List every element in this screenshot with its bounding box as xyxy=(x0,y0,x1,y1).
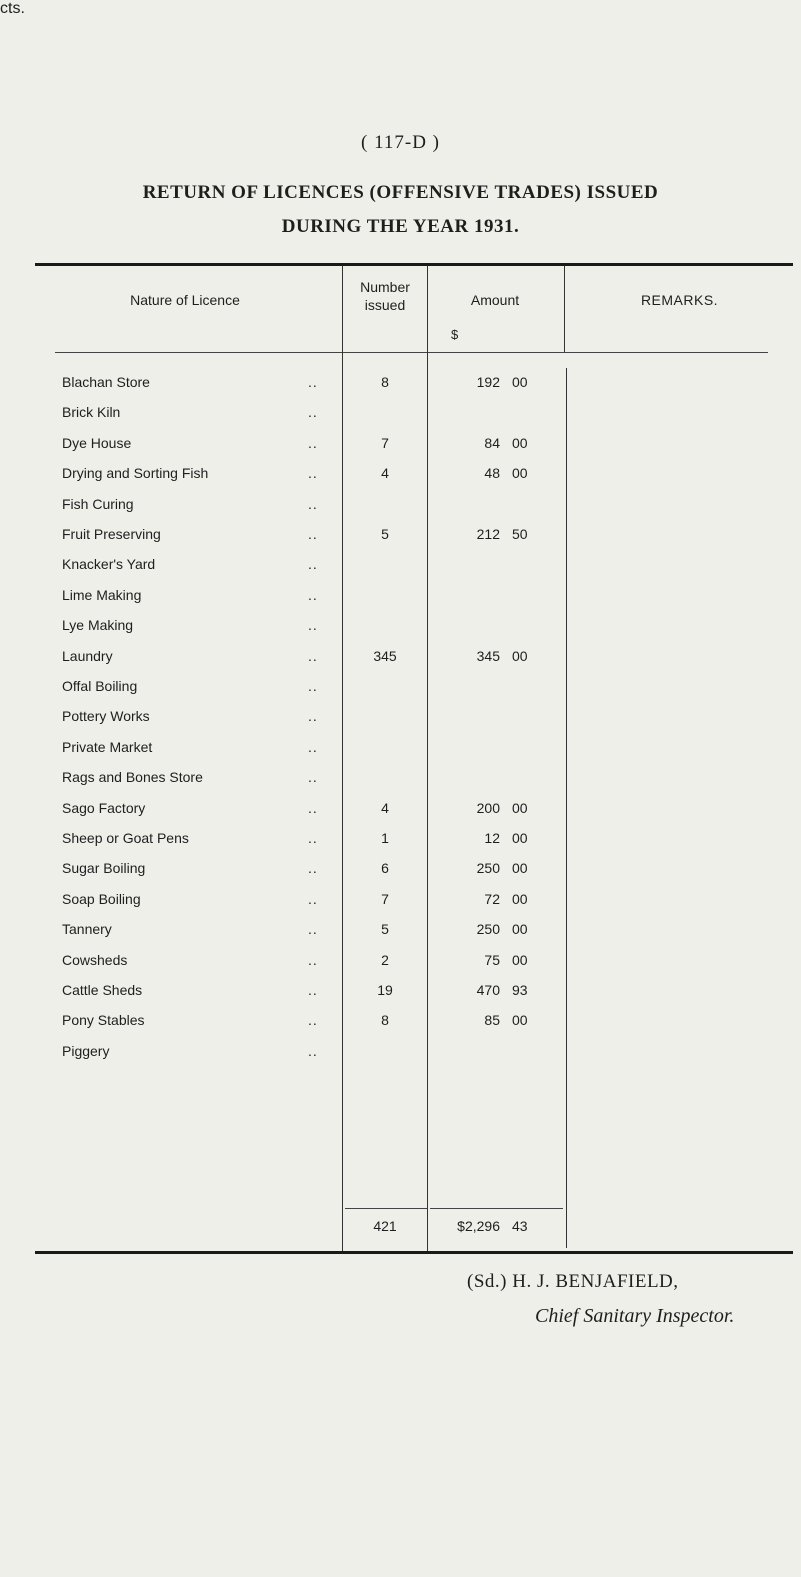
table-row xyxy=(0,800,801,830)
table-row xyxy=(0,1012,801,1042)
leader-dots: .. xyxy=(308,678,318,694)
total-rule-number xyxy=(345,1208,427,1209)
table-header-rule xyxy=(55,352,768,353)
column-divider xyxy=(564,266,565,352)
total-amount-dollars: $2,296 xyxy=(457,1218,500,1234)
amount-dollars: 250 xyxy=(476,921,500,938)
amount-dollars: 84 xyxy=(484,434,500,451)
number-issued: 7 xyxy=(381,434,389,451)
number-issued: 4 xyxy=(381,799,389,816)
amount-cents: 00 xyxy=(512,374,528,390)
licence-name: Pottery Works xyxy=(62,708,150,725)
licence-name: Sugar Boiling xyxy=(62,860,146,877)
licence-name: Fruit Preserving xyxy=(62,526,161,542)
signature-title: Chief Sanitary Inspector. xyxy=(535,1305,735,1327)
table-row xyxy=(0,496,801,526)
header-number-line-1: Number xyxy=(360,279,410,295)
header-amount: Amount xyxy=(470,292,520,308)
leader-dots: .. xyxy=(308,1012,318,1029)
licence-name: Private Market xyxy=(62,738,153,755)
licence-name: Cattle Sheds xyxy=(62,982,143,998)
number-issued: 7 xyxy=(381,890,389,907)
leader-dots: .. xyxy=(308,860,318,877)
table-row xyxy=(0,526,801,556)
licence-name: Piggery xyxy=(62,1042,110,1059)
licence-name: Dye House xyxy=(62,434,132,451)
table-row xyxy=(0,708,801,738)
table-row xyxy=(0,769,801,799)
table-bottom-rule xyxy=(35,1251,793,1254)
signature-name: (Sd.) H. J. BENJAFIELD, xyxy=(467,1271,679,1292)
table-row xyxy=(0,739,801,769)
table-row xyxy=(0,921,801,951)
amount-dollars: 192 xyxy=(476,374,500,390)
amount-dollars: 48 xyxy=(484,465,500,482)
leader-dots: .. xyxy=(308,647,318,664)
table-row xyxy=(0,678,801,708)
table-row xyxy=(0,587,801,617)
number-issued: 345 xyxy=(373,647,397,664)
licence-name: Fish Curing xyxy=(62,495,134,512)
table-row xyxy=(0,891,801,921)
amount-cents: 00 xyxy=(512,647,528,664)
leader-dots: .. xyxy=(308,830,318,846)
leader-dots: .. xyxy=(308,617,318,634)
licence-name: Sheep or Goat Pens xyxy=(62,830,189,846)
amount-dollars: 85 xyxy=(484,1012,500,1029)
total-amount-cents: 43 xyxy=(512,1218,528,1234)
leader-dots: .. xyxy=(308,495,318,512)
amount-dollars: 250 xyxy=(476,860,500,877)
amount-dollars: 200 xyxy=(476,799,500,816)
leader-dots: .. xyxy=(308,1042,318,1059)
amount-cents: 00 xyxy=(512,951,528,968)
licence-name: Pony Stables xyxy=(62,1012,145,1029)
number-issued: 5 xyxy=(381,526,389,542)
leader-dots: .. xyxy=(308,769,318,786)
licence-name: Offal Boiling xyxy=(62,678,138,694)
leader-dots: .. xyxy=(308,738,318,755)
header-nature-of-licence: Nature of Licence xyxy=(130,292,240,308)
document-title-line-1: RETURN OF LICENCES (OFFENSIVE TRADES) ISSUED xyxy=(142,182,659,203)
leader-dots: .. xyxy=(308,465,318,482)
licence-name: Tannery xyxy=(62,921,112,938)
leader-dots: .. xyxy=(308,586,318,603)
total-number-issued: 421 xyxy=(373,1218,397,1234)
table-row xyxy=(0,556,801,586)
licence-name: Cowsheds xyxy=(62,951,128,968)
leader-dots: .. xyxy=(308,799,318,816)
amount-cents: 00 xyxy=(512,465,528,482)
number-issued: 4 xyxy=(381,465,389,482)
table-row xyxy=(0,617,801,647)
amount-cents: 00 xyxy=(512,860,528,877)
document-title-line-2: DURING THE YEAR 1931. xyxy=(281,216,520,237)
amount-dollars: 75 xyxy=(484,951,500,968)
licence-name: Laundry xyxy=(62,647,113,664)
licence-name: Blachan Store xyxy=(62,374,150,390)
licence-name: Sago Factory xyxy=(62,799,146,816)
amount-cents: 00 xyxy=(512,1012,528,1029)
page-number: ( 117-D ) xyxy=(361,132,440,153)
table-row xyxy=(0,648,801,678)
licence-name: Knacker's Yard xyxy=(62,556,156,573)
table-row xyxy=(0,374,801,404)
licence-name: Rags and Bones Store xyxy=(62,769,203,786)
number-issued: 6 xyxy=(381,860,389,877)
number-issued: 2 xyxy=(381,951,389,968)
number-issued: 19 xyxy=(377,982,393,998)
amount-cents: 00 xyxy=(512,799,528,816)
header-remarks: REMARKS. xyxy=(640,292,719,308)
amount-cents: 00 xyxy=(512,434,528,451)
number-issued: 1 xyxy=(381,830,389,846)
header-number-issued xyxy=(343,278,427,314)
leader-dots: .. xyxy=(308,951,318,968)
table-row xyxy=(0,404,801,434)
table-row xyxy=(0,982,801,1012)
table-row xyxy=(0,860,801,890)
table-row xyxy=(0,830,801,860)
table-row xyxy=(0,952,801,982)
amount-cents: 93 xyxy=(512,982,528,998)
leader-dots: .. xyxy=(308,434,318,451)
leader-dots: .. xyxy=(308,921,318,938)
leader-dots: .. xyxy=(308,404,318,421)
header-number-line-2: issued xyxy=(364,297,406,313)
amount-cents: 50 xyxy=(512,526,528,542)
total-rule-amount xyxy=(430,1208,563,1209)
leader-dots: .. xyxy=(308,708,318,725)
amount-dollars: 470 xyxy=(476,982,500,998)
amount-cents: 00 xyxy=(512,890,528,907)
licence-name: Drying and Sorting Fish xyxy=(62,465,209,482)
table-row xyxy=(0,1043,801,1073)
amount-dollars: 72 xyxy=(484,890,500,907)
table-row xyxy=(0,435,801,465)
leader-dots: .. xyxy=(308,374,318,390)
licence-name: Lye Making xyxy=(62,617,134,634)
table-top-rule xyxy=(35,263,793,266)
amount-dollars: 12 xyxy=(484,830,500,846)
leader-dots: .. xyxy=(308,526,318,542)
licence-name: Brick Kiln xyxy=(62,404,121,421)
leader-dots: .. xyxy=(308,982,318,998)
amount-dollars: 212 xyxy=(476,526,500,542)
amount-cents: 00 xyxy=(512,830,528,846)
leader-dots: .. xyxy=(308,556,318,573)
amount-dollars: 345 xyxy=(476,647,500,664)
table-row xyxy=(0,465,801,495)
header-dollar-sign: $ xyxy=(451,327,459,342)
number-issued: 8 xyxy=(381,1012,389,1029)
amount-cents: 00 xyxy=(512,921,528,938)
leader-dots: .. xyxy=(308,890,318,907)
header-cents: cts. xyxy=(0,0,25,17)
number-issued: 8 xyxy=(381,374,389,390)
licence-name: Soap Boiling xyxy=(62,890,141,907)
licence-name: Lime Making xyxy=(62,586,142,603)
number-issued: 5 xyxy=(381,921,389,938)
